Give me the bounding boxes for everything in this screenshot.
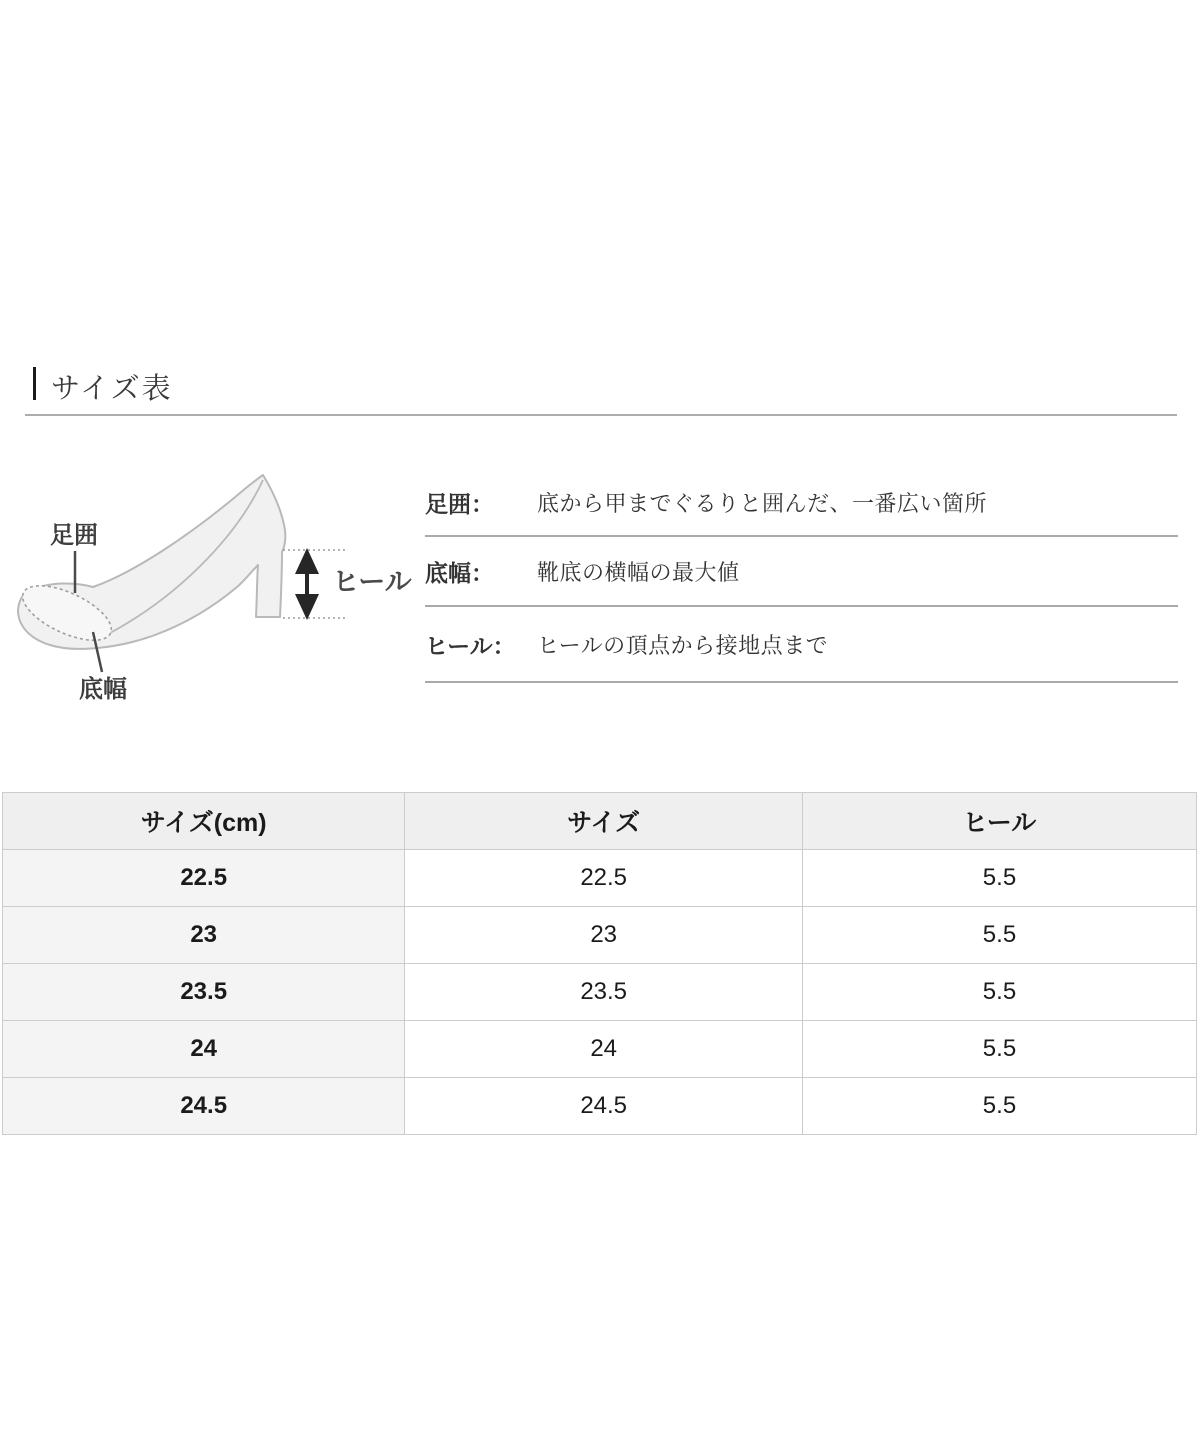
size-cell: 23.5	[405, 964, 803, 1021]
size-cm-cell: 23.5	[3, 964, 405, 1021]
size-cm-cell: 22.5	[3, 850, 405, 907]
sole-width-label: 底幅	[79, 676, 127, 703]
size-cell: 23	[405, 907, 803, 964]
measurement-definitions	[425, 470, 1178, 683]
definition-description: 底から甲までぐるりと囲んだ、一番広い箇所	[537, 491, 988, 516]
size-table-header-size-cm: サイズ(cm)	[3, 793, 405, 850]
table-row	[3, 907, 1197, 964]
definition-row-sole-width	[425, 537, 1178, 607]
heel-cell: 5.5	[802, 1021, 1196, 1078]
definition-term: 底幅：	[425, 559, 494, 586]
title-accent-bar	[33, 367, 36, 400]
size-cell: 22.5	[405, 850, 803, 907]
definition-term: 足囲：	[425, 491, 494, 517]
heel-cell: 5.5	[802, 1078, 1196, 1135]
size-table-header-row	[3, 793, 1197, 850]
size-cm-cell: 24.5	[3, 1078, 405, 1135]
heel-cell: 5.5	[802, 964, 1196, 1021]
definition-term: ヒール：	[425, 632, 516, 659]
size-cm-cell: 23	[3, 907, 405, 964]
size-cell: 24.5	[405, 1078, 803, 1135]
definition-row-heel	[425, 607, 1178, 683]
shoe-diagram-svg	[5, 460, 420, 725]
heel-label: ヒール	[332, 567, 412, 597]
heel-height-arrow-icon	[295, 548, 319, 620]
foot-girth-label: 足囲	[50, 522, 98, 549]
shoe-measurement-diagram	[5, 460, 420, 725]
table-row	[3, 964, 1197, 1021]
title-underline	[25, 414, 1177, 416]
page-title: サイズ表	[51, 373, 173, 405]
table-row	[3, 1021, 1197, 1078]
table-row	[3, 1078, 1197, 1135]
table-row	[3, 850, 1197, 907]
size-cm-cell: 24	[3, 1021, 405, 1078]
heel-cell: 5.5	[802, 907, 1196, 964]
definition-row-foot-girth	[425, 470, 1178, 537]
definition-description: 靴底の横幅の最大値	[537, 559, 740, 585]
size-table-header-heel: ヒール	[802, 793, 1196, 850]
definition-description: ヒールの頂点から接地点まで	[537, 632, 829, 658]
size-table	[2, 792, 1197, 1135]
size-cell: 24	[405, 1021, 803, 1078]
size-table-header-size: サイズ	[405, 793, 803, 850]
heel-cell: 5.5	[802, 850, 1196, 907]
